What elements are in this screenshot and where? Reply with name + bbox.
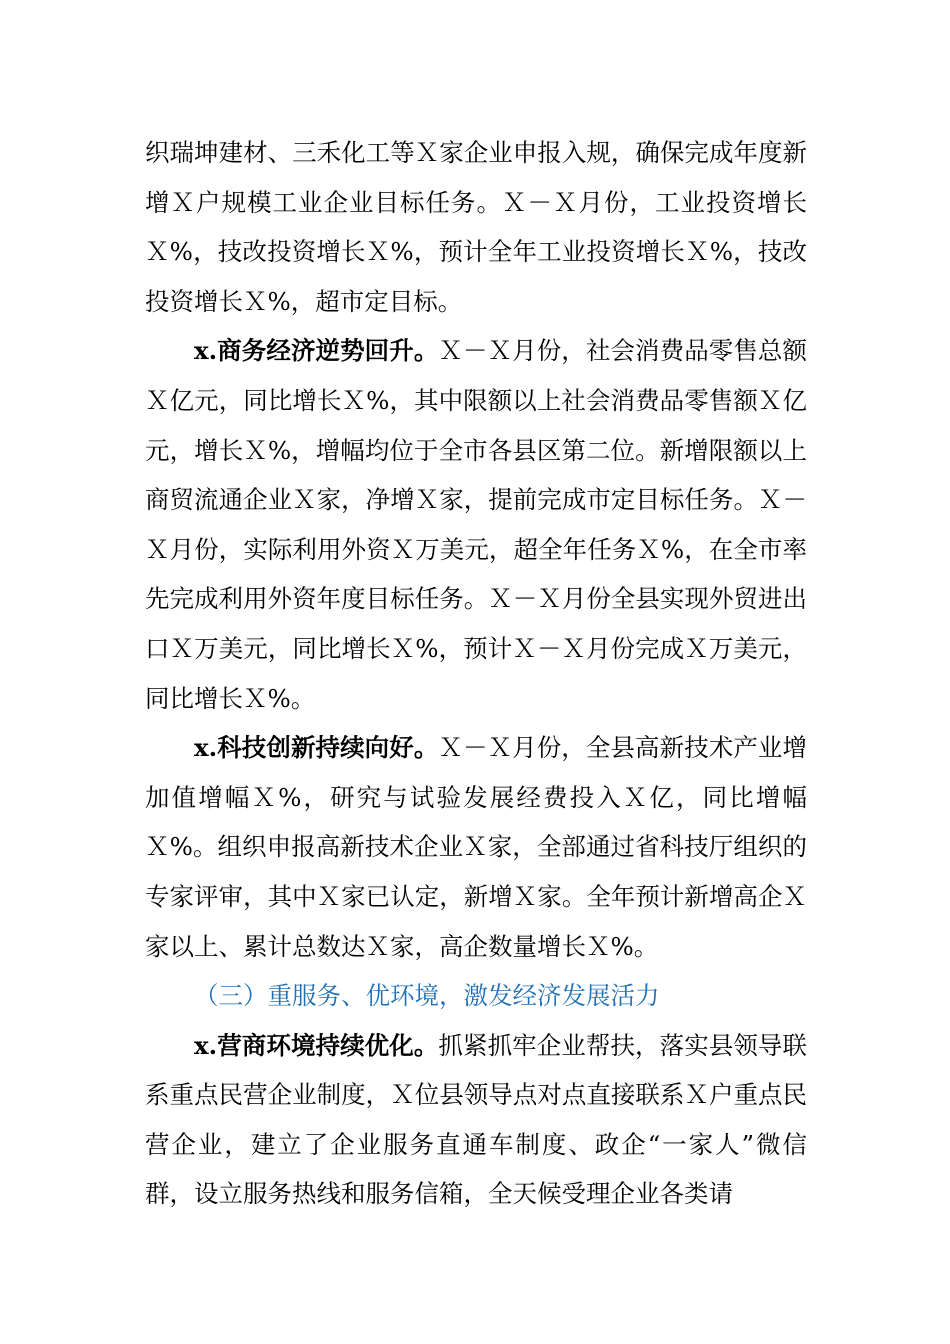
paragraph-body: Ｘ－Ｘ月份，全县高新技术产业增加值增幅Ｘ%，研究与试验发展经费投入Ｘ亿，同比增幅Ｘ%。组织申报高新技术企业Ｘ家，全部通过省科技厅组织的专家评审，其中Ｘ家已认定，新增Ｘ家。全年预计新增高企Ｘ家以上、累计总数达Ｘ家，高企数量增长Ｘ%。 bbox=[145, 733, 808, 961]
paragraph-lead-business-env: x.营商环境持续优化。 bbox=[194, 1030, 439, 1060]
paragraph-body: Ｘ－Ｘ月份，社会消费品零售总额Ｘ亿元，同比增长Ｘ%，其中限额以上社会消费品零售额Ｘ亿元，增长Ｘ%，增幅均位于全市各县区第二位。新增限额以上商贸流通企业Ｘ家，净增Ｘ家，提前完成市定目标任务。Ｘ－Ｘ月份，实际利用外资Ｘ万美元，超全年任务Ｘ%，在全市率先完成利用外资年度目标任务。Ｘ－Ｘ月份全县实现外贸进出口Ｘ万美元，同比增长Ｘ%，预计Ｘ－Ｘ月份完成Ｘ万美元，同比增长Ｘ%。 bbox=[145, 336, 808, 713]
paragraph-industry-continued bbox=[145, 128, 807, 326]
paragraph-lead-commerce: x.商务经济逆势回升。 bbox=[194, 336, 439, 366]
paragraph-body: 织瑞坤建材、三禾化工等Ｘ家企业申报入规，确保完成年度新增Ｘ户规模工业企业目标任务。Ｘ－Ｘ月份，工业投资增长Ｘ%，技改投资增长Ｘ%，预计全年工业投资增长Ｘ%，技改投资增长Ｘ%，超市定目标。 bbox=[145, 138, 807, 316]
document-page bbox=[145, 128, 807, 1219]
paragraph-lead-innovation: x.科技创新持续向好。 bbox=[194, 733, 439, 763]
paragraph-business-env bbox=[145, 1021, 807, 1219]
paragraph-body: 抓紧抓牢企业帮扶，落实县领导联系重点民营企业制度，Ｘ位县领导点对点直接联系Ｘ户重点民营企业，建立了企业服务直通车制度、政企“一家人”微信群，设立服务热线和服务信箱，全天候受理企业各类请 bbox=[145, 1030, 808, 1209]
paragraph-commerce bbox=[145, 326, 807, 723]
paragraph-innovation bbox=[145, 723, 807, 971]
section-heading: （三）重服务、优环境，激发经济发展活力 bbox=[194, 981, 660, 1011]
